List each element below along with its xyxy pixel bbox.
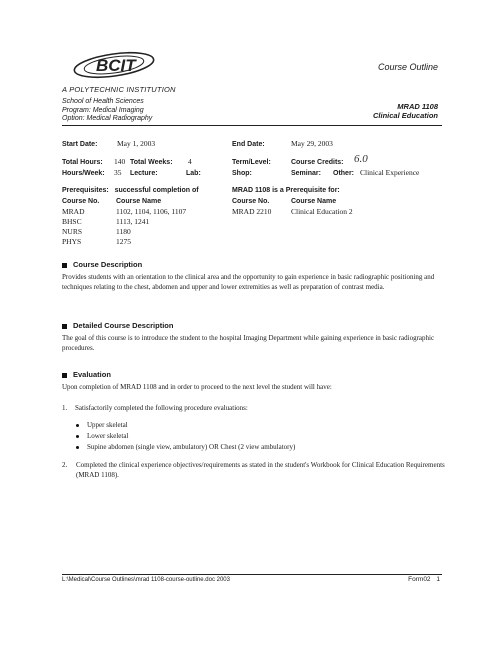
evaluation-intro: Upon completion of MRAD 1108 and in order to proceed to the next level the student will have: — [62, 383, 332, 391]
program-name: Program: Medical Imaging — [62, 106, 144, 114]
logo-text: BCIT — [96, 56, 136, 75]
item-number: 1. — [62, 404, 68, 412]
item-text: Completed the clinical experience objectives/requirements as stated in the student's Workbook for Clinical Education Requirements (MRAD 1108). — [76, 461, 445, 479]
bullet-icon — [76, 446, 79, 449]
footer-divider — [62, 574, 442, 575]
bullet-icon — [76, 424, 79, 427]
end-date-value: May 29, 2003 — [291, 139, 333, 148]
detailed-description-heading: Detailed Course Description — [62, 321, 173, 330]
prereq-row-name: 1275 — [116, 237, 131, 246]
item-text: Satisfactorily completed the following procedure evaluations: — [75, 404, 248, 412]
bcit-logo-graphic — [68, 48, 160, 82]
bullet-icon — [76, 435, 79, 438]
detailed-description-text: The goal of this course is to introduce the student to the hospital Imaging Department while gaining experience in basic radiographic procedures. — [62, 334, 435, 352]
prereq-for-heading: MRAD 1108 is a Prerequisite for: — [232, 187, 340, 194]
section-square-icon — [62, 373, 67, 378]
course-credits-label: Course Credits: — [291, 159, 344, 166]
school-name: School of Health Sciences — [62, 98, 144, 105]
end-date-label: End Date: — [232, 141, 265, 148]
prereq-row-no: MRAD — [62, 207, 85, 216]
section-square-icon — [62, 263, 67, 268]
list-item: Lower skeletal — [76, 432, 128, 442]
total-hours-value: 140 — [114, 157, 126, 166]
list-item: Upper skeletal — [76, 421, 128, 431]
evaluation-heading: Evaluation — [62, 370, 111, 379]
institution-tagline: A POLYTECHNIC INSTITUTION — [62, 85, 176, 94]
shop-label: Shop: — [232, 170, 252, 177]
prereq-col-name: Course Name — [116, 198, 162, 205]
hours-week-label: Hours/Week: — [62, 170, 105, 177]
prereq-list-name — [116, 207, 186, 247]
seminar-label: Seminar: — [291, 170, 321, 177]
evaluation-item-1 — [62, 404, 446, 414]
lab-label: Lab: — [186, 170, 201, 177]
page-number: 1 — [436, 576, 440, 583]
prereq-for-row-no: MRAD 2210 — [232, 207, 272, 216]
course-code: MRAD 1108 — [397, 102, 438, 111]
prereq-list-no — [62, 207, 85, 247]
prereq-row-no: BHSC — [62, 217, 82, 226]
start-date-value: May 1, 2003 — [117, 139, 156, 148]
prereq-row-no: PHYS — [62, 237, 82, 246]
course-heading — [373, 102, 438, 120]
course-credits-value: 6.0 — [354, 153, 368, 165]
prereq-for-row-name: Clinical Education 2 — [291, 207, 353, 216]
prereq-for-col-name: Course Name — [291, 198, 337, 205]
total-weeks-value: 4 — [188, 157, 192, 166]
hours-week-value: 35 — [114, 168, 122, 177]
item-number: 2. — [62, 461, 68, 469]
school-info — [62, 98, 152, 124]
prereq-row-name: 1102, 1104, 1106, 1107 — [116, 207, 187, 216]
prereq-heading: Prerequisites: successful completion of — [62, 187, 199, 194]
course-description-heading: Course Description — [62, 260, 142, 269]
evaluation-item-2 — [62, 461, 446, 480]
document-type: Course Outline — [377, 62, 438, 72]
bcit-logo — [68, 48, 160, 82]
course-title: Clinical Education — [372, 111, 438, 120]
prereq-row-no: NURS — [62, 227, 83, 236]
lecture-label: Lecture: — [130, 170, 158, 177]
course-description-text: Provides students with an orientation to the clinical area and the opportunity to gain experience in basic radiographic positioning and techniques relating to the chest, abdomen and upper and lower extremities as well as preparation of contrast media. — [62, 273, 435, 291]
prereq-row-name: 1180 — [116, 227, 131, 236]
footer-form — [408, 576, 440, 583]
option-name: Option: Medical Radiography — [62, 115, 153, 122]
prereq-for-col-no: Course No. — [232, 198, 270, 205]
form-code: Form02 — [408, 576, 431, 583]
prereq-col-no: Course No. — [62, 198, 100, 205]
start-date-label: Start Date: — [62, 141, 98, 148]
other-value: Clinical Experience — [360, 168, 420, 177]
term-level-label: Term/Level: — [232, 159, 271, 166]
other-label: Other: — [333, 170, 354, 177]
section-square-icon — [62, 324, 67, 329]
total-hours-label: Total Hours: — [62, 159, 103, 166]
header-divider — [62, 125, 442, 126]
footer-file-path: L:\Medical\Course Outlines\mrad 1108-course-outline.doc 2003 — [62, 577, 230, 583]
total-weeks-label: Total Weeks: — [130, 159, 173, 166]
prereq-row-name: 1113, 1241 — [116, 217, 150, 226]
list-item: Supine abdomen (single view, ambulatory) OR Chest (2 view ambulatory) — [76, 443, 295, 453]
